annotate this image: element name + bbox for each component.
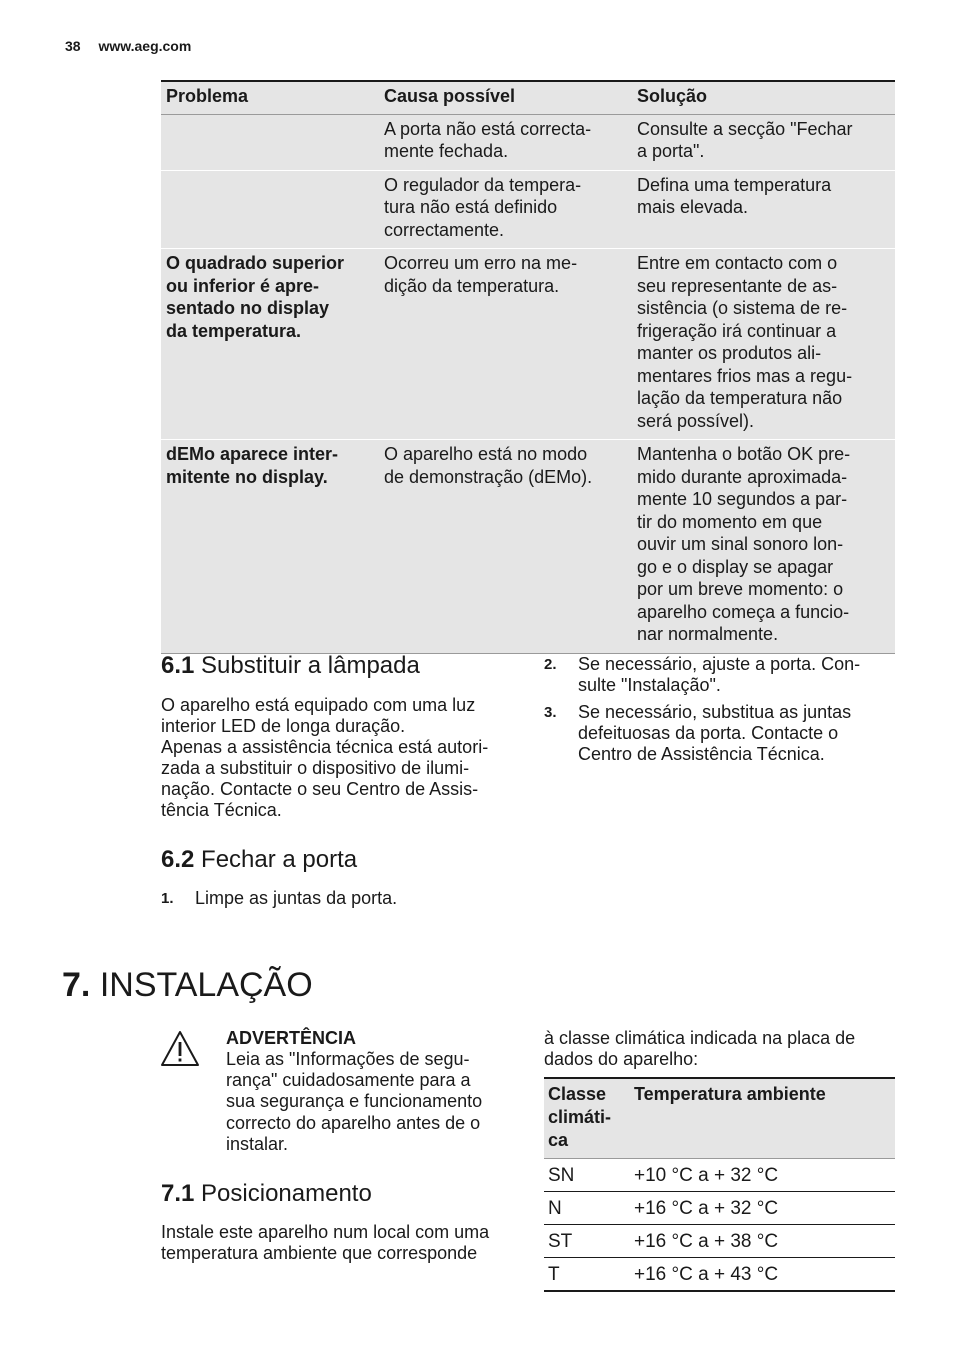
section-heading-6-2	[161, 846, 357, 874]
solution-cell: Mantenha o botão OK pre- mido durante aproximada- mente 10 segundos a par- tir do momento em que ouvir um sinal sonoro lon- go e o display se apagar por um breve momento: o aparelho começa a funcio- nar normalmente.	[637, 444, 851, 644]
section-heading-7-1	[161, 1180, 372, 1208]
table-row	[544, 1192, 895, 1225]
step-number: 3.	[544, 704, 557, 721]
section-number: 6.1	[161, 652, 195, 679]
table-row	[161, 171, 895, 250]
table-row	[161, 115, 895, 171]
climate-class-cell: N	[548, 1198, 562, 1219]
table-row	[544, 1159, 895, 1192]
chapter-number: 7.	[62, 966, 91, 1004]
cause-cell: O aparelho está no modo de demonstração (dEMo).	[384, 444, 593, 487]
temperature-range-cell: +10 °C a + 32 °C	[634, 1165, 779, 1186]
positioning-paragraph: Instale este aparelho num local com uma temperatura ambiente que corresponde	[161, 1222, 490, 1263]
list-item	[544, 654, 860, 696]
section-title: Posicionamento	[201, 1180, 372, 1207]
climate-class-cell: ST	[548, 1231, 573, 1252]
lamp-paragraph: O aparelho está equipado com uma luz interior LED de longa duração. Apenas a assistência técnica está autori- zada a substituir o dispositivo de ilumi- nação. Contacte o seu Centro de Assis- tência Técnica.	[161, 695, 489, 820]
step-number: 2.	[544, 656, 557, 673]
warning-triangle-icon	[160, 1030, 200, 1068]
chapter-heading	[62, 966, 313, 1005]
warning-title: ADVERTÊNCIA	[226, 1028, 357, 1048]
problem-cell: O quadrado superior ou inferior é apre- sentado no display da temperatura.	[166, 253, 345, 341]
column-header-cause: Causa possível	[384, 86, 516, 106]
chapter-title: INSTALAÇÃO	[99, 966, 313, 1004]
section-heading-6-1	[161, 652, 420, 680]
page-header	[65, 38, 191, 54]
list-item	[161, 888, 397, 909]
cause-cell: O regulador da tempera- tura não está definido correctamente.	[384, 174, 582, 240]
steps-list-right	[544, 654, 860, 771]
column-header-solution: Solução	[637, 86, 708, 106]
step-text: Limpe as juntas da porta.	[195, 888, 398, 908]
section-number: 7.1	[161, 1180, 195, 1207]
table-row	[161, 440, 895, 654]
column-header-class: Classe climáti- ca	[548, 1084, 612, 1150]
solution-cell: Consulte a secção "Fechar a porta".	[637, 118, 853, 161]
section-number: 6.2	[161, 846, 195, 873]
temperature-range-cell: +16 °C a + 38 °C	[634, 1231, 779, 1252]
page-number: 38	[65, 38, 81, 54]
step-text: Se necessário, ajuste a porta. Con- sulte "Instalação".	[578, 654, 861, 695]
column-header-problem: Problema	[166, 86, 249, 106]
steps-list-left	[161, 888, 397, 915]
table-header-row	[161, 82, 895, 115]
step-number: 1.	[161, 890, 174, 907]
cause-cell: A porta não está correcta- mente fechada.	[384, 118, 592, 161]
climate-class-table	[544, 1077, 895, 1292]
cause-cell: Ocorreu um erro na me- dição da temperatura.	[384, 253, 578, 296]
step-text: Se necessário, substitua as juntas defeituosas da porta. Contacte o Centro de Assistência Técnica.	[578, 702, 852, 764]
table-row	[544, 1225, 895, 1258]
section-title: Substituir a lâmpada	[201, 652, 420, 679]
table-row	[544, 1258, 895, 1292]
climate-class-cell: SN	[548, 1165, 575, 1186]
temperature-range-cell: +16 °C a + 32 °C	[634, 1198, 779, 1219]
troubleshooting-table	[161, 80, 895, 654]
solution-cell: Defina uma temperatura mais elevada.	[637, 174, 832, 217]
problem-cell: dEMo aparece inter- mitente no display.	[166, 444, 339, 487]
climate-class-cell: T	[548, 1264, 560, 1285]
section-title: Fechar a porta	[201, 846, 358, 873]
problem-cell	[161, 115, 379, 170]
column-header-temperature: Temperatura ambiente	[634, 1084, 826, 1104]
site-url[interactable]: www.aeg.com	[98, 38, 192, 54]
list-item	[544, 702, 860, 765]
warning-text: Leia as "Informações de segu- rança" cuidadosamente para a sua segurança e funcionamento correcto do aparelho antes de o instalar.	[226, 1049, 483, 1154]
solution-cell: Entre em contacto com o seu representante de as- sistência (o sistema de re- frigeração irá continuar a manter os produtos ali- mentares frios mas a regu- lação da temperatura não será possível).	[637, 253, 853, 431]
positioning-paragraph-cont: à classe climática indicada na placa de dados do aparelho:	[544, 1028, 856, 1069]
temperature-range-cell: +16 °C a + 43 °C	[634, 1264, 779, 1285]
table-header-row	[544, 1079, 895, 1159]
table-row	[161, 249, 895, 440]
problem-cell	[161, 171, 379, 249]
